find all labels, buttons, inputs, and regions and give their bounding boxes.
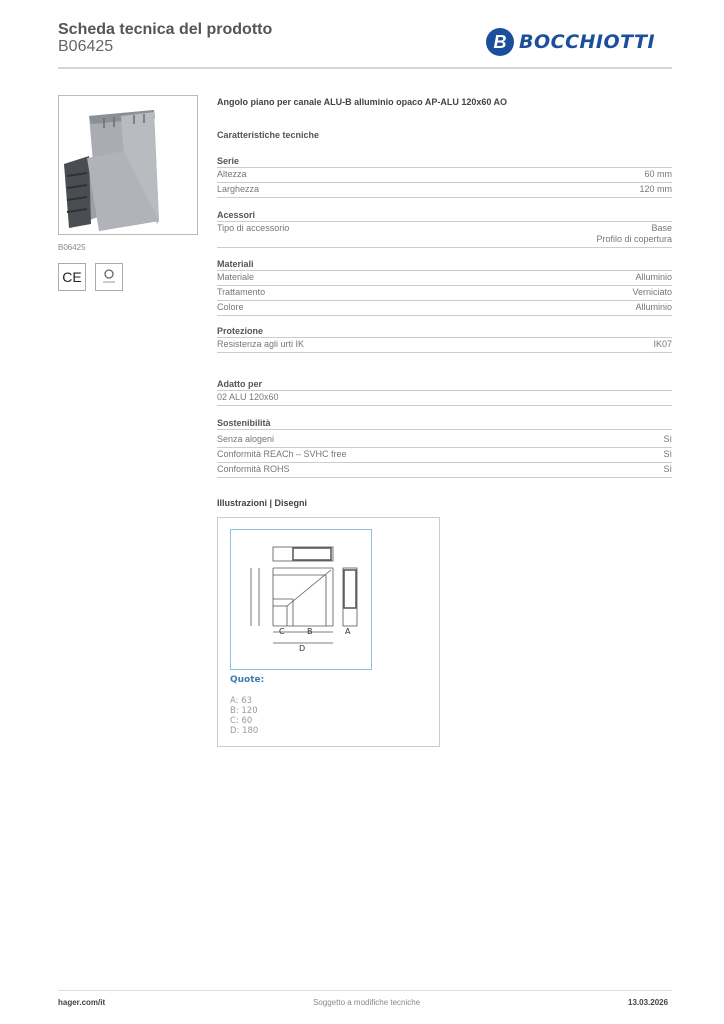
logo-mark-icon: B <box>486 28 514 56</box>
spec-row <box>217 448 672 463</box>
spec-value: Sì <box>663 464 672 474</box>
spec-value: Alluminio <box>635 302 672 312</box>
ce-label: CE <box>62 269 82 285</box>
spec-label: Conformità ROHS <box>217 464 290 474</box>
section-title: Materiali <box>217 258 672 271</box>
section-materiali <box>217 258 672 316</box>
section-title: Serie <box>217 155 672 168</box>
spec-value: IK07 <box>653 339 672 349</box>
dim-label-c: C <box>279 627 285 636</box>
quote-heading: Quote: <box>230 675 265 685</box>
ce-mark-icon <box>58 263 86 291</box>
spec-row <box>217 222 672 248</box>
spec-row <box>217 168 672 183</box>
spec-row <box>217 301 672 316</box>
spec-row <box>217 433 672 448</box>
spec-row <box>217 338 672 353</box>
illustrations-heading: Illustrazioni | Disegni <box>217 498 308 508</box>
quote-value: D: 180 <box>230 726 259 736</box>
spec-label: Colore <box>217 302 244 312</box>
certification-icon <box>95 263 123 291</box>
image-caption: B06425 <box>58 243 86 252</box>
spec-value: Sì <box>663 434 672 444</box>
footer-divider <box>58 990 672 991</box>
dim-label-d: D <box>299 644 306 653</box>
spec-row <box>217 463 672 478</box>
spec-label: Larghezza <box>217 184 260 194</box>
section-accessori <box>217 209 672 248</box>
dimension-drawing <box>230 529 372 670</box>
product-code: B06425 <box>58 38 114 55</box>
section-title: Protezione <box>217 325 672 338</box>
technical-drawing-panel <box>217 517 440 747</box>
section-protezione <box>217 325 672 353</box>
product-name: Angolo piano per canale ALU-B alluminio opaco AP-ALU 120x60 AO <box>217 97 508 107</box>
spec-row <box>217 183 672 198</box>
section-serie <box>217 155 672 198</box>
section-heading: Caratteristiche tecniche <box>217 130 320 140</box>
dim-label-a: A <box>345 627 351 636</box>
quote-value: B: 120 <box>230 706 258 716</box>
section-title: Acessori <box>217 209 672 222</box>
dim-label-b: B <box>307 627 313 636</box>
section-sostenibilita <box>217 417 672 478</box>
section-title: Adatto per <box>217 378 672 391</box>
spec-label: Tipo di accessorio <box>217 223 290 233</box>
footer-date: 13.03.2026 <box>628 998 669 1007</box>
spec-value: Alluminio <box>635 272 672 282</box>
section-title: Sostenibilità <box>217 417 672 430</box>
spec-row <box>217 286 672 301</box>
page-title: Scheda tecnica del prodotto <box>58 21 273 38</box>
spec-value: 120 mm <box>639 184 672 194</box>
brand-name: BOCCHIOTTI <box>519 31 656 53</box>
footer-note: Soggetto a modifiche tecniche <box>313 998 421 1007</box>
spec-value: 60 mm <box>644 169 672 179</box>
spec-value: Base <box>651 223 672 233</box>
spec-value: Profilo di copertura <box>596 234 672 244</box>
spec-label: Senza alogeni <box>217 434 275 444</box>
quote-value: C: 60 <box>230 716 253 726</box>
spec-label: Conformità REACh – SVHC free <box>217 449 347 459</box>
spec-label: Materiale <box>217 272 255 282</box>
spec-label: 02 ALU 120x60 <box>217 392 279 402</box>
section-adatto-per <box>217 378 672 406</box>
product-image <box>58 95 198 235</box>
header-divider <box>58 67 672 69</box>
spec-row <box>217 391 672 406</box>
footer-site-link[interactable]: hager.com/it <box>58 998 106 1007</box>
spec-value: Sì <box>663 449 672 459</box>
spec-value: Verniciato <box>632 287 672 297</box>
spec-label: Altezza <box>217 169 247 179</box>
spec-label: Resistenza agli urti IK <box>217 339 305 349</box>
quote-value: A: 63 <box>230 696 253 706</box>
spec-label: Trattamento <box>217 287 266 297</box>
brand-logo <box>486 28 655 56</box>
spec-row <box>217 271 672 286</box>
